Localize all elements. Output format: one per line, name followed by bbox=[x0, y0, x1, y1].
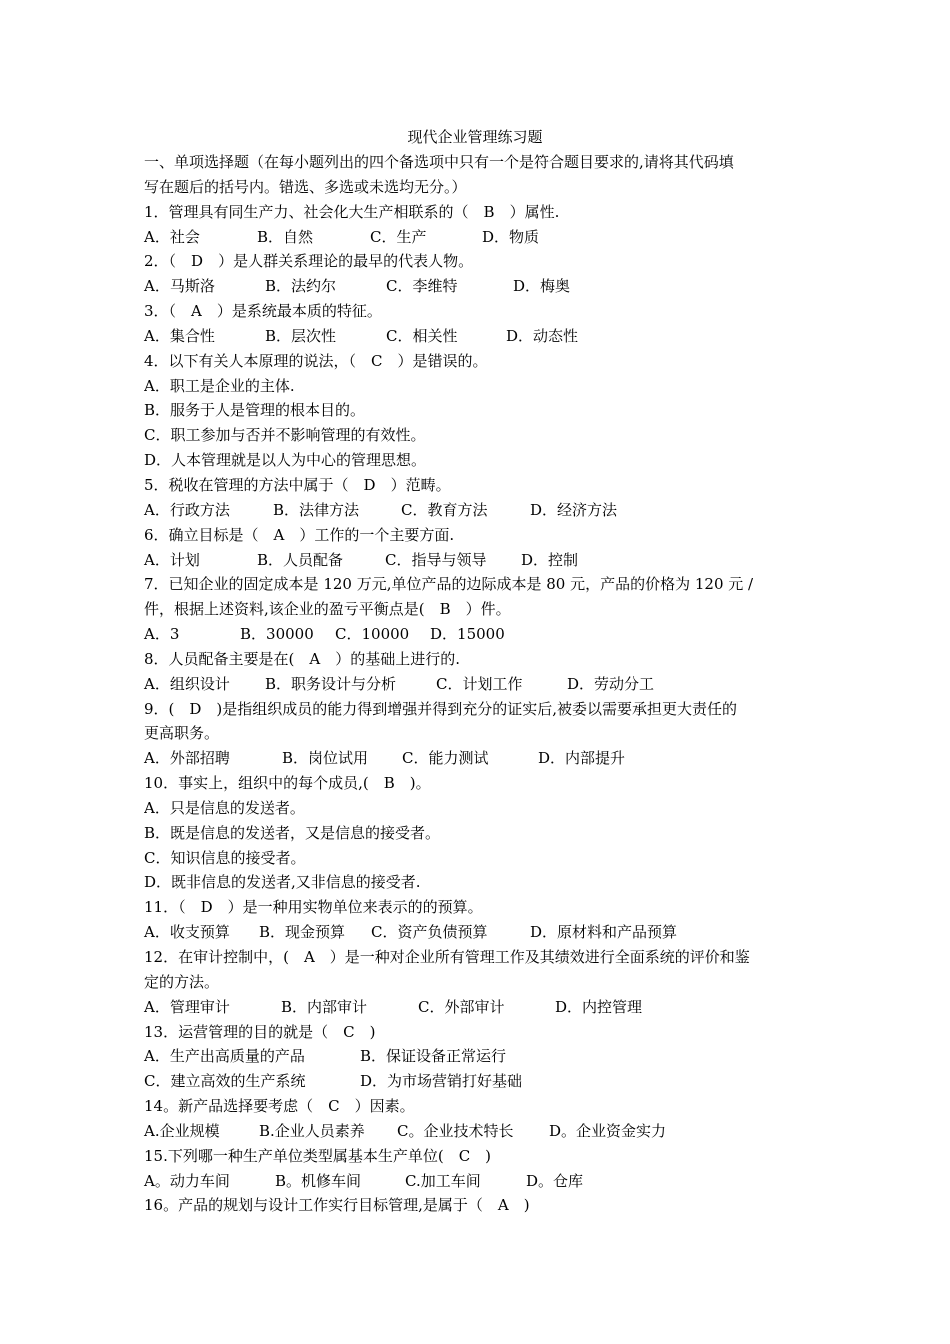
section-intro bbox=[144, 150, 808, 200]
option-d: D．控制 bbox=[521, 550, 579, 569]
option-d: D．内部提升 bbox=[538, 749, 626, 768]
question-12-stem-line: 定的方法。 bbox=[144, 972, 220, 991]
option-d: D．人本管理就是以人为中心的管理思想。 bbox=[144, 451, 427, 470]
page-title: 现代企业管理练习题 bbox=[407, 128, 543, 146]
question-6-options bbox=[144, 548, 808, 573]
option-c: C．李维特 bbox=[386, 277, 458, 296]
option-d: D．劳动分工 bbox=[567, 674, 655, 693]
question-13-options-row-1 bbox=[144, 1044, 808, 1069]
option-a: A．马斯洛 bbox=[144, 277, 215, 296]
option-b: B．现金预算 bbox=[259, 923, 346, 942]
option-b: B．30000 bbox=[240, 625, 314, 644]
option-a: A．3 bbox=[144, 625, 180, 644]
option-a: A．收支预算 bbox=[144, 923, 230, 942]
question-8-stem: 8．人员配备主要是在( A ）的基础上进行的. bbox=[144, 649, 460, 668]
option-c: C。企业技术特长 bbox=[397, 1121, 514, 1140]
option-c: C．能力测试 bbox=[402, 749, 489, 768]
option-b: B．职务设计与分析 bbox=[265, 674, 397, 693]
question-13-stem: 13．运营管理的目的就是（ C ) bbox=[144, 1022, 376, 1041]
option-a: A．集合性 bbox=[144, 326, 215, 345]
option-c: C．生产 bbox=[370, 227, 427, 246]
question-15-options bbox=[144, 1169, 808, 1194]
option-b: B．保证设备正常运行 bbox=[360, 1047, 507, 1066]
question-1-stem: 1．管理具有同生产力、社会化大生产相联系的（ B ）属性. bbox=[144, 202, 560, 221]
intro-line: 写在题后的括号内。错选、多选或未选均无分。） bbox=[144, 177, 467, 196]
option-d: D．既非信息的发送者,又非信息的接受者. bbox=[144, 873, 421, 892]
option-b: B．内部审计 bbox=[281, 997, 368, 1016]
option-c: C．计划工作 bbox=[436, 674, 523, 693]
question-15-stem: 15.下列哪一种生产单位类型属基本生产单位( C ) bbox=[144, 1146, 492, 1165]
option-c: C.加工车间 bbox=[405, 1171, 481, 1190]
option-a: A．生产出高质量的产品 bbox=[144, 1047, 305, 1066]
option-d: D。企业资金实力 bbox=[549, 1121, 667, 1140]
option-b: B．人员配备 bbox=[257, 550, 344, 569]
option-c: C．外部审计 bbox=[418, 997, 505, 1016]
option-d: D。仓库 bbox=[526, 1171, 584, 1190]
option-c: C．职工参加与否并不影响管理的有效性。 bbox=[144, 426, 426, 445]
question-3-stem: 3．（ A ）是系统最本质的特征。 bbox=[144, 302, 382, 321]
option-d: D．动态性 bbox=[506, 326, 579, 345]
option-d: D．物质 bbox=[482, 227, 540, 246]
option-a: A．职工是企业的主体. bbox=[144, 376, 295, 395]
question-6-stem: 6．确立目标是（ A ）工作的一个主要方面. bbox=[144, 525, 455, 544]
question-8-options bbox=[144, 672, 808, 697]
option-c: C．指导与领导 bbox=[385, 550, 487, 569]
question-2-options bbox=[144, 274, 808, 299]
question-10-stem: 10．事实上，组织中的每个成员,( B )。 bbox=[144, 774, 431, 793]
option-c: C．教育方法 bbox=[401, 500, 488, 519]
option-c: C．资产负债预算 bbox=[371, 923, 488, 942]
question-9-options bbox=[144, 746, 808, 771]
question-14-options bbox=[144, 1119, 808, 1144]
question-12-options bbox=[144, 995, 808, 1020]
option-d: D．原材料和产品预算 bbox=[530, 923, 678, 942]
question-5-stem: 5．税收在管理的方法中属于（ D ）范畴。 bbox=[144, 475, 451, 494]
question-14-stem: 14。新产品选择要考虑（ C ）因素。 bbox=[144, 1097, 415, 1116]
option-b: B.企业人员素养 bbox=[259, 1121, 365, 1140]
option-b: B。机修车间 bbox=[275, 1171, 362, 1190]
question-4-stem: 4．以下有关人本原理的说法，（ C ）是错误的。 bbox=[144, 351, 488, 370]
option-b: B．层次性 bbox=[265, 326, 337, 345]
option-d: D．为市场营销打好基础 bbox=[360, 1072, 523, 1091]
question-5-options bbox=[144, 498, 808, 523]
intro-line: 一、单项选择题（在每小题列出的四个备选项中只有一个是符合题目要求的,请将其代码填 bbox=[144, 153, 734, 171]
option-b: B．法约尔 bbox=[265, 277, 337, 296]
option-a: A．计划 bbox=[144, 550, 200, 569]
question-7-options bbox=[144, 622, 808, 647]
question-list bbox=[144, 150, 808, 1218]
question-11-options bbox=[144, 920, 808, 945]
question-3-options bbox=[144, 324, 808, 349]
option-c: C．知识信息的接受者。 bbox=[144, 848, 306, 867]
question-2-stem: 2．（ D ）是人群关系理论的最早的代表人物。 bbox=[144, 252, 474, 271]
option-a: A．组织设计 bbox=[144, 674, 230, 693]
question-1-options bbox=[144, 225, 808, 250]
option-b: B．服务于人是管理的根本目的。 bbox=[144, 401, 366, 420]
option-c: C．10000 bbox=[335, 625, 410, 644]
question-9-stem-line: 9．( D )是指组织成员的能力得到增强并得到充分的证实后,被委以需要承担更大责任的 bbox=[144, 699, 738, 718]
option-b: B．自然 bbox=[257, 227, 314, 246]
option-d: D．经济方法 bbox=[530, 500, 618, 519]
question-16-stem: 16。产品的规划与设计工作实行目标管理,是属于（ A ) bbox=[144, 1196, 530, 1215]
option-a: A。动力车间 bbox=[144, 1171, 230, 1190]
question-12-stem-line: 12．在审计控制中，( A ）是一种对企业所有管理工作及其绩效进行全面系统的评价和鉴 bbox=[144, 948, 750, 966]
option-b: B．既是信息的发送者，又是信息的接受者。 bbox=[144, 823, 441, 842]
option-a: A．管理审计 bbox=[144, 997, 230, 1016]
option-d: D．15000 bbox=[430, 625, 505, 644]
option-a: A.企业规模 bbox=[144, 1121, 220, 1140]
question-9-stem-line: 更高职务。 bbox=[144, 724, 220, 743]
question-11-stem: 11．（ D ）是一种用实物单位来表示的的预算。 bbox=[144, 898, 483, 917]
option-d: D．内控管理 bbox=[555, 997, 643, 1016]
question-7-stem-line: 件，根据上述资料,该企业的盈亏平衡点是( B ）件。 bbox=[144, 600, 511, 619]
option-c: C．相关性 bbox=[386, 326, 458, 345]
option-b: B．岗位试用 bbox=[282, 749, 369, 768]
question-7-stem-line: 7．已知企业的固定成本是 120 万元,单位产品的边际成本是 80 元，产品的价格为 120 元 / bbox=[144, 575, 754, 594]
option-b: B．法律方法 bbox=[273, 500, 360, 519]
option-c: C．建立高效的生产系统 bbox=[144, 1072, 306, 1091]
question-13-options-row-2 bbox=[144, 1069, 808, 1094]
option-d: D．梅奥 bbox=[513, 277, 571, 296]
option-a: A．社会 bbox=[144, 227, 200, 246]
option-a: A．外部招聘 bbox=[144, 749, 230, 768]
option-a: A．行政方法 bbox=[144, 500, 230, 519]
option-a: A．只是信息的发送者。 bbox=[144, 798, 305, 817]
